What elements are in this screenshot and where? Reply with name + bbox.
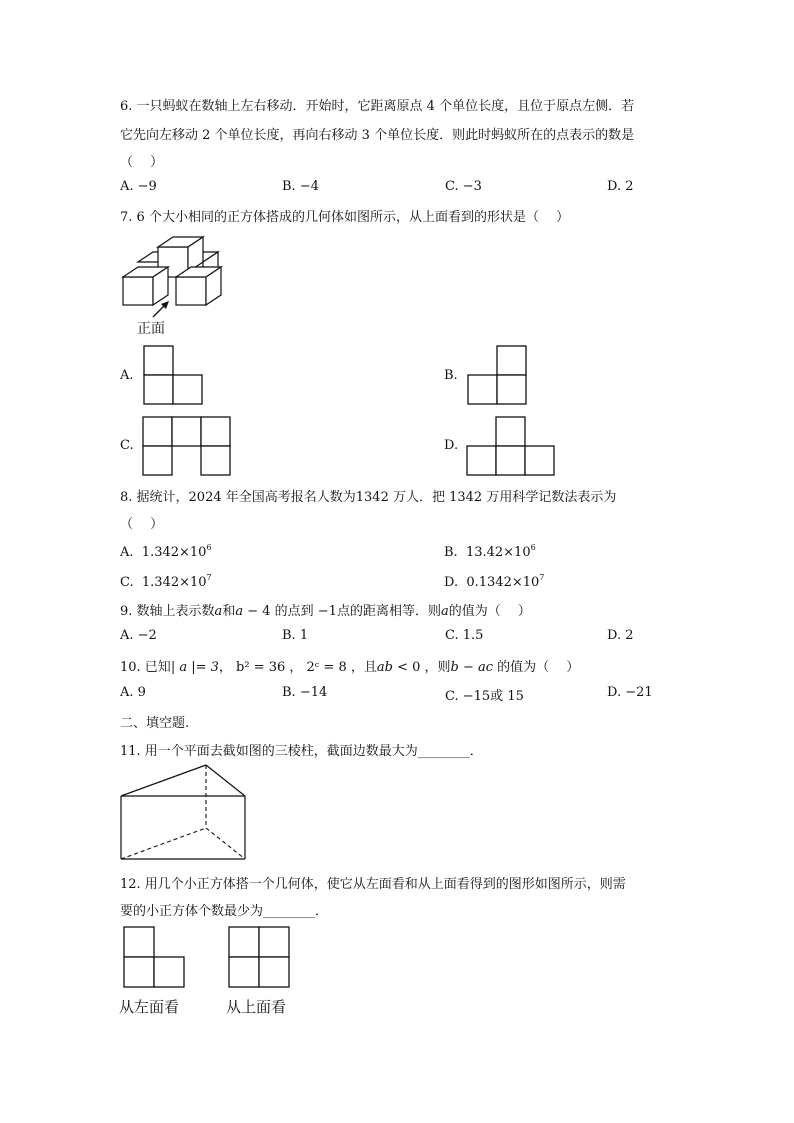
q12-left-view-figure [123, 926, 187, 990]
q10-text-3: < 0 ，则 [392, 660, 451, 675]
q8-option-a [120, 543, 212, 560]
q6-option-d: D. 2 [607, 179, 634, 194]
q10-text-2: ， b² = 36 ， 2ᶜ = 8 ，且 [218, 660, 377, 675]
q8-option-a-label: A. [120, 545, 134, 560]
q9-var-a-2: a [235, 604, 244, 619]
q9-text-2: 和 [222, 604, 236, 619]
q9-option-b: B. 1 [282, 628, 309, 643]
q6-option-c: C. −3 [445, 179, 482, 194]
q7-stem: 7. 6 个大小相同的正方体搭成的几何体如图所示，从上面看到的形状是（ ） [120, 210, 570, 225]
q7-option-a-label: A. [120, 368, 134, 383]
q8-paren: （ ） [120, 517, 164, 532]
q7-solid-figure [118, 232, 228, 312]
q6-paren: （ ） [120, 155, 164, 170]
q8-option-d-exponent: 7 [539, 573, 545, 582]
q6-line2: 它先向左移动 2 个单位长度，再向右移动 3 个单位长度．则此时蚂蚁所在的点表示的数是 [120, 128, 635, 143]
q8-option-c-mantissa: 1.342×10 [141, 575, 207, 590]
q11-stem: 11. 用一个平面去截如图的三棱柱，截面边数最大为________． [120, 744, 483, 759]
q8-stem: 8. 据统计，2024 年全国高考报名人数为1342 万人．把 1342 万用科学记数法表示为 [120, 490, 617, 505]
q10-stem [120, 656, 579, 675]
q6-option-b: B. −4 [282, 179, 319, 194]
q8-option-d-label: D. [444, 575, 459, 590]
q8-option-a-exponent: 6 [206, 543, 212, 552]
q8-option-d-mantissa: 0.1342×10 [466, 575, 540, 590]
q8-option-b-label: B. [444, 545, 458, 560]
q12-top-view-label: 从上面看 [226, 998, 287, 1016]
q9-stem [120, 600, 531, 619]
q8-option-c [120, 573, 212, 590]
q9-text-4: 的值为（ ） [448, 604, 531, 619]
section-2-title: 二、填空题. [120, 716, 190, 731]
q7-option-b-figure [466, 345, 528, 405]
q8-option-c-exponent: 7 [206, 573, 212, 582]
q12-line1: 12. 用几个小正方体搭一个几何体，使它从左面看和从上面看得到的图形如图所示，则需 [120, 877, 626, 892]
front-arrow-icon [150, 298, 172, 320]
q10-option-b: B. −14 [282, 685, 328, 700]
q9-option-a: A. −2 [120, 628, 157, 643]
q10-b-ac-expr: b − ac [450, 660, 494, 675]
q10-option-d: D. −21 [607, 685, 653, 700]
q9-text-3: − 4 的点到 −1点的距离相等．则 [243, 604, 441, 619]
q8-option-d [444, 573, 544, 590]
q10-text-4: 的值为（ ） [493, 660, 580, 675]
q11-triangular-prism-figure [118, 763, 250, 863]
q7-option-c-figure [142, 416, 232, 476]
q8-option-b-mantissa: 13.42×10 [465, 545, 531, 560]
q9-var-a-3: a [440, 604, 449, 619]
q6-option-a: A. −9 [120, 179, 157, 194]
q7-option-d-label: D. [444, 438, 459, 453]
q7-option-b-label: B. [444, 368, 458, 383]
q8-option-b-exponent: 6 [530, 543, 536, 552]
q10-text-1: 10. 已知 [120, 660, 171, 675]
q9-option-d: D. 2 [607, 628, 634, 643]
q10-option-c: C. −15或 15 [445, 689, 524, 704]
q6-line1: 6. 一只蚂蚁在数轴上左右移动．开始时，它距离原点 4 个单位长度，且位于原点左侧．若 [120, 99, 635, 114]
q7-option-d-figure [466, 416, 556, 476]
q8-option-a-mantissa: 1.342×10 [141, 545, 207, 560]
q7-front-label: 正面 [137, 321, 165, 337]
q9-var-a-1: a [214, 604, 223, 619]
q10-abs-expr: | a |= 3 [170, 660, 219, 675]
q12-left-view-label: 从左面看 [119, 998, 180, 1016]
q10-ab-expr: ab [376, 660, 393, 675]
q10-option-a: A. 9 [120, 685, 146, 700]
q7-option-a-figure [143, 345, 205, 405]
q9-option-c: C. 1.5 [445, 628, 484, 643]
q12-line2: 要的小正方体个数最少为________． [120, 904, 329, 919]
q8-option-c-label: C. [120, 575, 134, 590]
q8-option-b [444, 543, 536, 560]
q7-option-c-label: C. [120, 438, 134, 453]
q9-text-1: 9. 数轴上表示数 [120, 604, 215, 619]
q12-top-view-figure [228, 926, 292, 990]
